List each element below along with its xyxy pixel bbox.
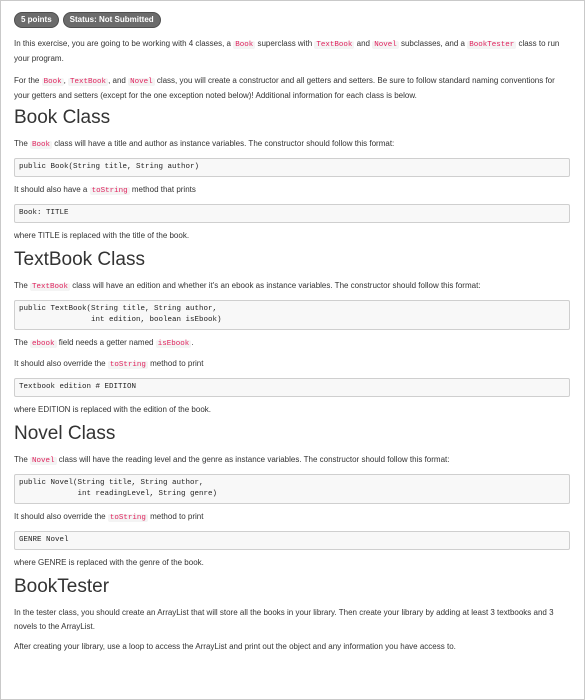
novel-tostring-text: It should also override the toString method to print [14, 512, 204, 522]
novel-class-heading: Novel Class [14, 423, 116, 444]
textbook-constructor-code: public TextBook(String title, String author, int edition, boolean isEbook) [14, 300, 570, 330]
textbook-edition-note: where EDITION is replaced with the edition of the book. [14, 405, 211, 414]
textbook-tostring-code: Textbook edition # EDITION [14, 378, 570, 397]
book-tostring-text: It should also have a toString method that prints [14, 185, 196, 195]
badge-row [14, 12, 570, 28]
intro-paragraph-1: In this exercise, you are going to be working with 4 classes, a Book superclass with TextBook and Novel subclasses, and a BookTester class to run your program. [14, 39, 560, 63]
inline-code-novel: Novel [374, 41, 397, 49]
intro-paragraph-2: For the Book , TextBook , and Novel class, you will create a constructor and all getters and setters. Be sure to follow standard naming conventions for your getters and setters (except for the one exception noted below)! Additional information for each class is below. [14, 76, 555, 100]
novel-constructor-code: public Novel(String title, String author, int readingLevel, String genre) [14, 474, 570, 504]
booktester-paragraph-1: In the tester class, you should create an ArrayList that will store all the books in your library. Then create your library by adding at least 3 textbooks and 3 novels to the ArrayList. [14, 608, 554, 631]
inline-code-booktester: BookTester [469, 41, 515, 49]
novel-description: The Novel class will have the reading level and the genre as instance variables. The constructor should follow this format: [14, 455, 450, 465]
textbook-tostring-text: It should also override the toString method to print [14, 359, 204, 369]
booktester-heading: BookTester [14, 576, 110, 597]
book-title-note: where TITLE is replaced with the title of the book. [14, 231, 190, 240]
book-class-heading: Book Class [14, 107, 111, 128]
book-description: The Book class will have a title and author as instance variables. The constructor should follow this format: [14, 139, 395, 149]
inline-code-tostring: toString [91, 187, 128, 195]
inline-code-novel: Novel [32, 457, 55, 465]
inline-code-textbook: TextBook [316, 41, 353, 49]
inline-code-tostring: toString [109, 361, 146, 369]
inline-code-textbook: TextBook [70, 78, 107, 86]
inline-code-book: Book [235, 41, 254, 49]
booktester-paragraph-2: After creating your library, use a loop to access the ArrayList and print out the object and any information you have access to. [14, 642, 456, 651]
inline-code-ebook: ebook [32, 340, 55, 348]
inline-code-tostring: toString [109, 514, 146, 522]
inline-code-textbook: TextBook [32, 283, 69, 291]
inline-code-isebook: isEbook [157, 340, 190, 348]
inline-code-book: Book [43, 78, 62, 86]
textbook-description: The TextBook class will have an edition and whether it's an ebook as instance variables. The constructor should follow this format: [14, 281, 481, 291]
points-badge: 5 points [14, 12, 59, 28]
textbook-ebook-text: The ebook field needs a getter named isEbook . [14, 338, 194, 348]
novel-tostring-code: GENRE Novel [14, 531, 570, 550]
inline-code-book: Book [32, 141, 51, 149]
novel-genre-note: where GENRE is replaced with the genre of the book. [14, 558, 204, 567]
book-constructor-code: public Book(String title, String author) [14, 158, 570, 177]
book-tostring-code: Book: TITLE [14, 204, 570, 223]
textbook-class-heading: TextBook Class [14, 249, 145, 270]
inline-code-novel: Novel [130, 78, 153, 86]
status-badge: Status: Not Submitted [63, 12, 161, 28]
assignment-content [14, 12, 570, 654]
